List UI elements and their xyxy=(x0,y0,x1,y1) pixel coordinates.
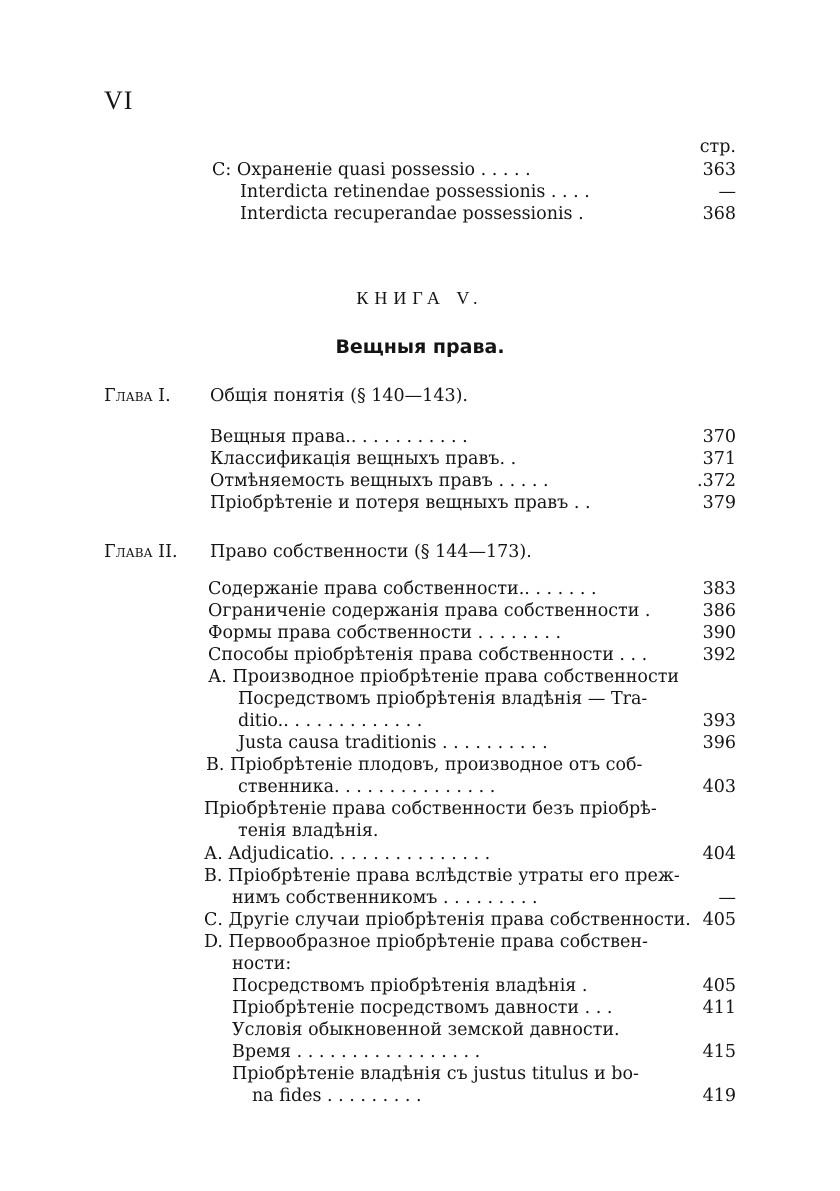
toc-entry-text: С. Другіе случаи пріобрѣтенія права собственности. xyxy=(204,910,691,930)
toc-entry-text: Ограниченіе содержанія права собственности . xyxy=(208,601,651,621)
page-column-label: стр. xyxy=(699,137,736,157)
book-heading: КНИГА V. xyxy=(356,288,484,308)
toc-entry-page: 404 xyxy=(702,844,736,864)
toc-entry-text: ditio.. . . . . . . . . . . . . xyxy=(238,711,423,731)
toc-entry-text: Посредствомъ пріобрѣтенія владѣнія . xyxy=(232,976,588,996)
chapter-label xyxy=(104,386,171,406)
toc-entry-text: Время . . . . . . . . . . . . . . . . . xyxy=(232,1042,481,1062)
toc-entry-text: Формы права собственности . . . . . . . . xyxy=(208,623,562,643)
chapter-label xyxy=(104,542,178,562)
toc-entry-text: Пріобрѣтеніе права собственности безъ пріобрѣ- xyxy=(204,799,657,819)
chapter-label-text: Глава II. xyxy=(104,542,178,562)
toc-entry-text: тенія владѣнія. xyxy=(238,821,379,841)
toc-entry-text: na fides . . . . . . . . . xyxy=(252,1086,422,1106)
toc-entry-text: Justa causa traditionis . . . . . . . . . . xyxy=(238,733,548,753)
toc-entry-page: 396 xyxy=(702,733,736,753)
toc-entry-text: В. Пріобрѣтеніе плодовъ, производное отъ соб- xyxy=(206,755,643,775)
toc-entry-page: 379 xyxy=(702,493,736,513)
toc-entry-text: Пріобрѣтеніе посредствомъ давности . . . xyxy=(232,998,613,1018)
toc-entry-text: Содержаніе права собственности.. . . . . . . xyxy=(208,579,597,599)
toc-entry-text: ности: xyxy=(232,954,292,974)
toc-entry-page: .372 xyxy=(697,471,736,491)
toc-entry-text: D. Первообразное пріобрѣтеніе права собствен- xyxy=(204,932,648,952)
toc-entry-page: 368 xyxy=(702,204,736,224)
chapter-label-text: Глава I. xyxy=(104,386,171,406)
toc-entry-page: — xyxy=(718,888,736,908)
toc-entry-page: 390 xyxy=(702,623,736,643)
toc-entry-text: нимъ собственникомъ . . . . . . . . . xyxy=(232,888,538,908)
toc-entry-page: 411 xyxy=(702,998,736,1018)
toc-entry-page: 405 xyxy=(702,976,736,996)
toc-entry-page: 392 xyxy=(702,645,736,665)
toc-entry-page: 403 xyxy=(702,777,736,797)
toc-entry-text: Interdicta retinendae possessionis . . . . xyxy=(240,182,590,202)
toc-entry-page: 415 xyxy=(702,1042,736,1062)
toc-entry-text: Посредствомъ пріобрѣтенія владѣнія — Tra- xyxy=(238,689,648,709)
toc-entry-text: А. Adjudicatio. . . . . . . . . . . . . . . xyxy=(204,844,491,864)
toc-entry-text: А. Производное пріобрѣтеніе права собственности xyxy=(208,667,680,687)
book-title: Вещныя права. xyxy=(335,336,505,358)
toc-entry-text: Условія обыкновенной земской давности. xyxy=(232,1020,620,1040)
toc-entry-text: Interdicta recuperandae possessionis . xyxy=(240,204,584,224)
page-folio: VI xyxy=(104,86,134,115)
chapter-title: Общія понятія (§ 140—143). xyxy=(210,386,468,406)
toc-entry-text: C: Охраненіе quasi possessio . . . . . xyxy=(212,160,531,180)
toc-entry-page: 383 xyxy=(702,579,736,599)
toc-entry-text: В. Пріобрѣтеніе права вслѣдствіе утраты его преж- xyxy=(204,866,680,886)
toc-entry-text: Классификація вещныхъ правъ. . xyxy=(210,449,517,469)
toc-entry-page: 386 xyxy=(702,601,736,621)
toc-entry-page: 393 xyxy=(702,711,736,731)
toc-entry-page: 371 xyxy=(702,449,736,469)
toc-entry-page: 419 xyxy=(702,1086,736,1106)
toc-entry-page: 405 xyxy=(702,910,736,930)
toc-entry-page: 363 xyxy=(702,160,736,180)
chapter-title: Право собственности (§ 144—173). xyxy=(210,542,532,562)
toc-entry-text: Пріобрѣтеніе и потеря вещныхъ правъ . . xyxy=(210,493,591,513)
toc-entry-text: Способы пріобрѣтенія права собственности . . . xyxy=(208,645,648,665)
toc-entry-text: Отмѣняемость вещныхъ правъ . . . . . xyxy=(210,471,549,491)
toc-entry-page: 370 xyxy=(702,427,736,447)
toc-entry-page: — xyxy=(718,182,736,202)
toc-entry-text: Вещныя права.. . . . . . . . . . . xyxy=(210,427,468,447)
toc-entry-text: ственника. . . . . . . . . . . . . . . xyxy=(238,777,496,797)
toc-entry-text: Пріобрѣтеніе владѣнія съ justus titulus и bo- xyxy=(232,1064,639,1084)
